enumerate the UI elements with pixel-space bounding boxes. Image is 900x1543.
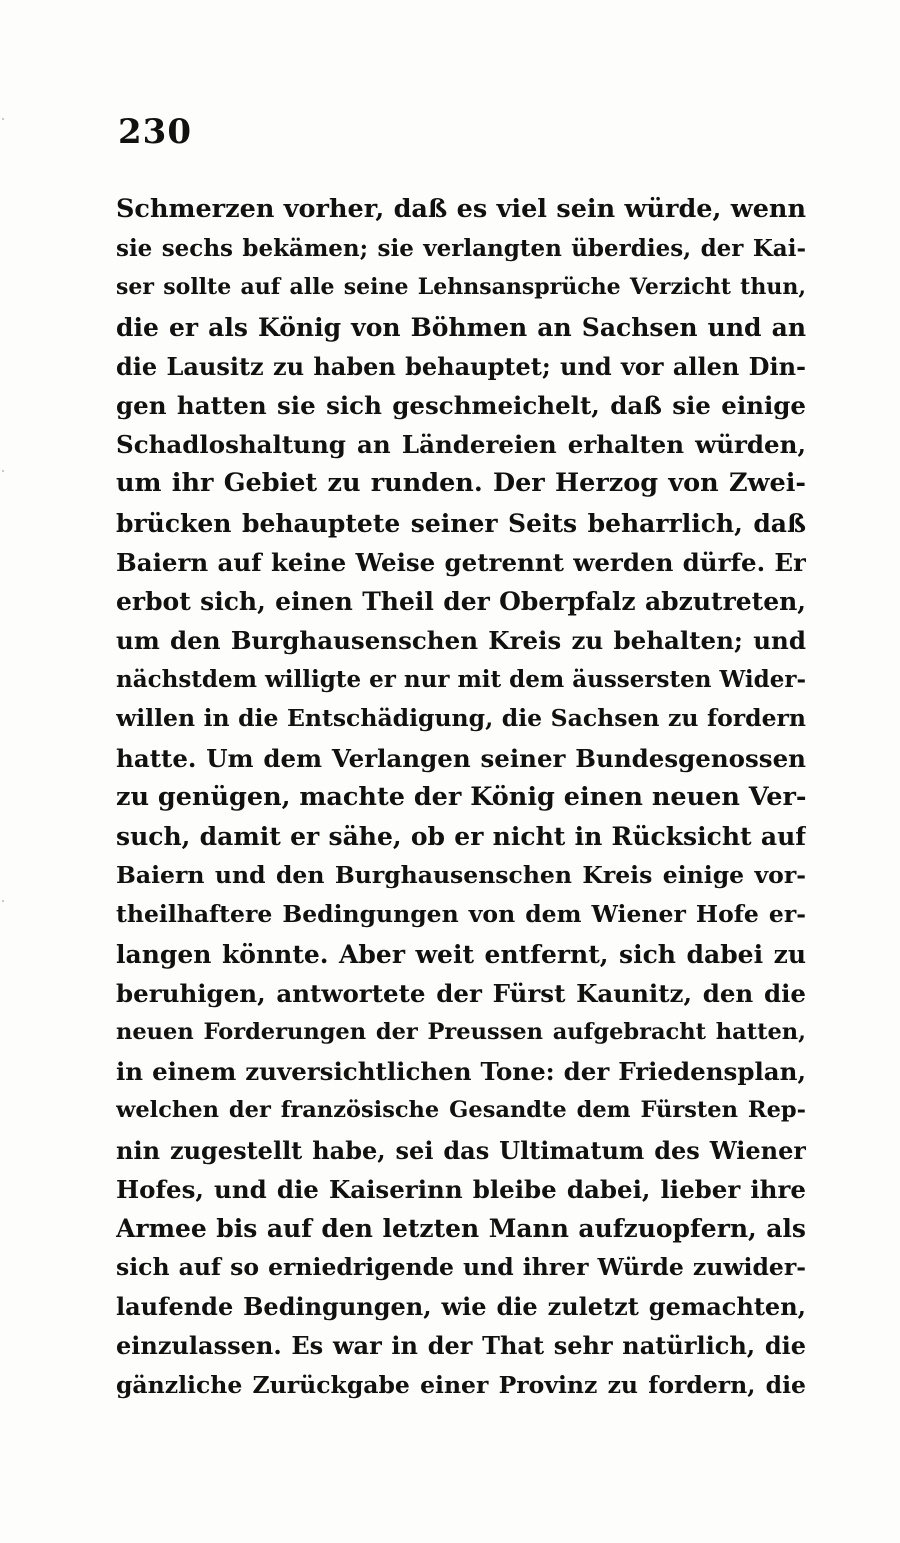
text-line: langen könnte. Aber weit entfernt, sich dabei zu <box>116 939 806 969</box>
text-line: die Lausitz zu haben behauptet; und vor allen Din- <box>116 351 806 381</box>
text-line: such, damit er sähe, ob er nicht in Rücksicht auf <box>116 822 806 851</box>
text-line: Schmerzen vorher, daß es viel sein würde, wenn <box>116 194 806 224</box>
text-line: willen in die Entschädigung, die Sachsen zu fordern <box>116 704 806 733</box>
text-line: einzulassen. Es war in der That sehr natürlich, die <box>116 1331 806 1361</box>
text-line: laufende Bedingungen, wie die zuletzt gemachten, <box>116 1292 806 1322</box>
text-line: gen hatten sie sich geschmeichelt, daß sie einige <box>116 390 806 420</box>
text-line: sie sechs bekämen; sie verlangten überdies, der Kai- <box>116 235 806 263</box>
margin-speck <box>2 470 4 472</box>
text-line: theilhaftere Bedingungen von dem Wiener Hofe er- <box>116 900 806 929</box>
text-line: Armee bis auf den letzten Mann aufzuopfern, als <box>116 1213 806 1243</box>
text-line: die er als König von Böhmen an Sachsen und an <box>116 312 806 342</box>
text-line: Baiern und den Burghausenschen Kreis einige vor- <box>116 861 806 890</box>
text-line: brücken behauptete seiner Seits beharrlich, daß <box>116 508 806 538</box>
text-line: in einem zuversichtlichen Tone: der Friedensplan, <box>116 1057 806 1087</box>
text-line: sich auf so erniedrigende und ihrer Würde zuwider- <box>116 1253 806 1282</box>
text-line: neuen Forderungen der Preussen aufgebracht hatten, <box>116 1018 806 1045</box>
text-line: nächstdem willigte er nur mit dem äussersten Wider- <box>116 666 806 694</box>
text-line: erbot sich, einen Theil der Oberpfalz abzutreten, <box>116 586 806 616</box>
text-line: um ihr Gebiet zu runden. Der Herzog von Zwei- <box>116 468 806 499</box>
page-number: 230 <box>118 112 192 152</box>
body-text <box>116 190 806 1405</box>
text-line: zu genügen, machte der König einen neuen Ver- <box>116 781 806 812</box>
text-line: Baiern auf keine Weise getrennt werden dürfe. Er <box>116 547 806 577</box>
margin-speck <box>2 118 4 120</box>
text-line: Schadloshaltung an Ländereien erhalten würden, <box>116 430 806 460</box>
text-line: beruhigen, antwortete der Fürst Kaunitz, den die <box>116 978 806 1008</box>
margin-speck <box>2 900 4 902</box>
text-line: Hofes, und die Kaiserinn bleibe dabei, lieber ihre <box>116 1174 806 1204</box>
text-line: nin zugestellt habe, sei das Ultimatum des Wiener <box>116 1135 806 1165</box>
text-line: welchen der französische Gesandte dem Fürsten Rep- <box>116 1097 806 1124</box>
text-line: hatte. Um dem Verlangen seiner Bundesgenossen <box>116 743 806 773</box>
text-line: ser sollte auf alle seine Lehnsansprüche Verzicht thun, <box>116 274 806 301</box>
text-line: um den Burghausenschen Kreis zu behalten; und <box>116 626 806 656</box>
text-line: gänzliche Zurückgabe einer Provinz zu fordern, die <box>116 1370 806 1399</box>
